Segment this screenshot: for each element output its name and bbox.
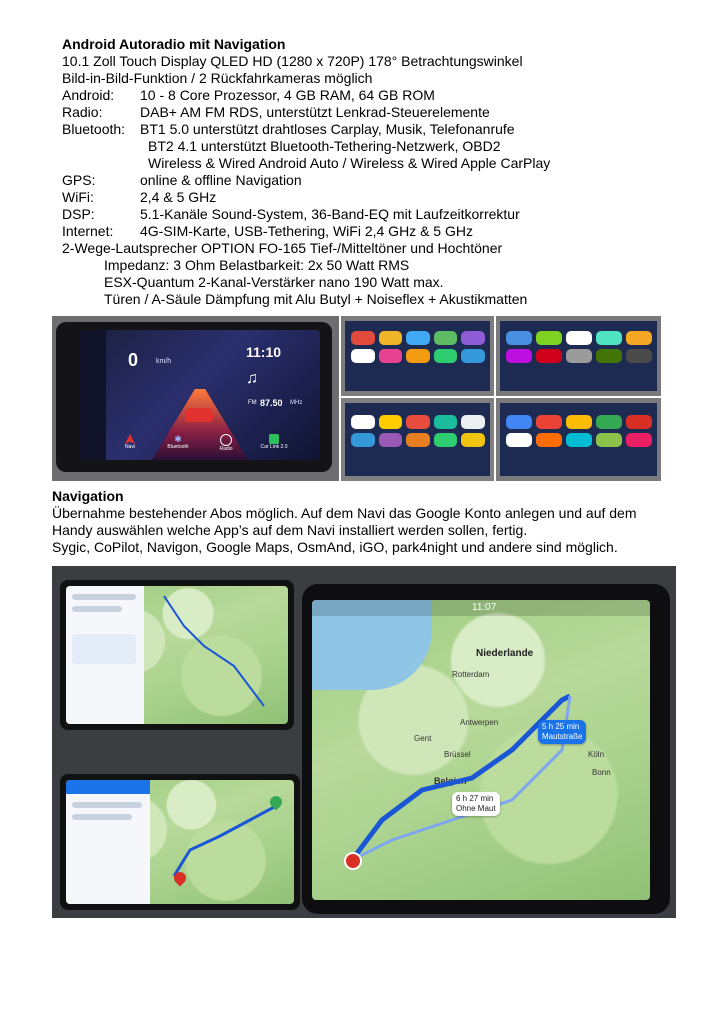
app-icon[interactable] [406, 433, 430, 447]
navigation-line-1: Übernahme bestehender Abos möglich. Auf dem Navi das Google Konto anlegen und auf dem [52, 505, 637, 521]
app-icon[interactable] [596, 433, 622, 447]
spec-label: WiFi: [62, 189, 94, 205]
dock-item-carlink[interactable] [254, 434, 294, 456]
city-label: Antwerpen [460, 718, 499, 727]
app-icon[interactable] [626, 349, 652, 363]
navigation-photo [52, 566, 676, 918]
heading-navigation: Navigation [52, 488, 124, 504]
spec-row-android [62, 87, 702, 104]
app-icon[interactable] [461, 433, 485, 447]
spec-row-internet [62, 223, 702, 240]
app-grid-photo-3 [341, 398, 494, 481]
country-label-belgium: Belgien [434, 776, 467, 786]
app-icon[interactable] [626, 415, 652, 429]
app-icon[interactable] [406, 331, 430, 345]
app-icon[interactable] [351, 331, 375, 345]
app-grid [351, 331, 485, 363]
clock-time: 11:10 [246, 344, 282, 360]
speed-unit: km/h [156, 358, 172, 365]
city-label: Rotterdam [452, 670, 490, 679]
radio-screen [80, 330, 320, 460]
app-grid-screen [500, 321, 657, 391]
city-label: Bonn [592, 768, 611, 777]
app-icon[interactable] [461, 415, 485, 429]
app-icon[interactable] [566, 349, 592, 363]
spec-value: 2,4 & 5 GHz [140, 189, 217, 205]
small-device-1 [60, 580, 294, 730]
app-icon[interactable] [506, 433, 532, 447]
route-time: 5 h 25 min [542, 722, 580, 731]
fm-label: FM [248, 400, 257, 406]
app-icon[interactable] [379, 415, 403, 429]
route-road: Mautstraße [542, 732, 583, 741]
app-icon[interactable] [536, 415, 562, 429]
spec-label: DSP: [62, 206, 95, 222]
app-icon[interactable] [434, 331, 458, 345]
app-icon[interactable] [536, 433, 562, 447]
route-sidepanel [66, 780, 150, 904]
app-icon[interactable] [461, 349, 485, 363]
spec-label: Android: [62, 87, 115, 103]
pip-line: Bild-in-Bild-Funktion / 2 Rückfahrkameras möglich [62, 70, 373, 86]
fm-unit: MHz [290, 400, 303, 406]
panel-line [72, 594, 136, 600]
heading-autoradio: Android Autoradio mit Navigation [62, 36, 286, 52]
route-badge-toll[interactable] [538, 720, 586, 744]
app-icon[interactable] [626, 433, 652, 447]
route-note: Ohne Maut [456, 804, 496, 813]
panel-line [72, 814, 132, 820]
speed-value: 0 [128, 350, 139, 370]
navigation-line-3: Sygic, CoPilot, Navigon, Google Maps, OsmAnd, iGO, park4night und andere sind möglich. [52, 539, 618, 555]
origin-marker-icon [344, 852, 362, 870]
app-icon[interactable] [566, 415, 592, 429]
app-grid [506, 415, 652, 447]
city-label: Köln [588, 750, 605, 759]
spec-value: online & offline Navigation [140, 172, 302, 188]
panel-line [72, 802, 142, 808]
app-icon[interactable] [379, 349, 403, 363]
carplay-line: Wireless & Wired Android Auto / Wireless & Wired Apple CarPlay [148, 155, 551, 171]
spec-label: GPS: [62, 172, 96, 188]
carlink-icon [269, 434, 279, 444]
small-map-1 [66, 586, 288, 724]
radio-dock [110, 434, 315, 456]
app-icon[interactable] [566, 331, 592, 345]
panel-card[interactable] [72, 634, 136, 664]
bt2-line: BT2 4.1 unterstützt Bluetooth-Tethering-Netzwerk, OBD2 [148, 138, 501, 154]
app-icon[interactable] [596, 415, 622, 429]
app-icon[interactable] [351, 349, 375, 363]
app-icon[interactable] [406, 349, 430, 363]
route-panel-header [66, 780, 150, 794]
app-icon[interactable] [434, 433, 458, 447]
google-maps-screen [312, 600, 650, 900]
app-icon[interactable] [434, 349, 458, 363]
impedance-line: Impedanz: 3 Ohm Belastbarkeit: 2x 50 Watt RMS [104, 257, 410, 273]
app-grid [351, 415, 485, 447]
app-icon[interactable] [566, 433, 592, 447]
app-grid-screen [345, 321, 490, 391]
country-label: Niederlande [476, 648, 534, 659]
spec-value: 4G-SIM-Karte, USB-Tethering, WiFi 2,4 GHz & 5 GHz [140, 223, 473, 239]
spec-value: DAB+ AM FM RDS, unterstützt Lenkrad-Steuerelemente [140, 104, 490, 120]
dock-item-navi[interactable] [110, 434, 150, 456]
small-map-route [144, 586, 288, 724]
spec-label: Internet: [62, 223, 114, 239]
spec-row-radio [62, 104, 702, 121]
app-grid-screen [345, 403, 490, 476]
panel-line [72, 606, 122, 612]
spec-value: 5.1-Kanäle Sound-System, 36-Band-EQ mit Laufzeitkorrektur [140, 206, 520, 222]
spec-label: Radio: [62, 104, 103, 120]
main-route [312, 600, 650, 900]
car-icon [185, 408, 213, 422]
app-icon[interactable] [596, 331, 622, 345]
app-icon[interactable] [351, 415, 375, 429]
dock-item-bluetooth[interactable] [158, 434, 198, 456]
radio-side-bar [80, 330, 106, 460]
app-grid-photo-1 [341, 316, 494, 396]
bluetooth-icon: ✱ [174, 434, 182, 444]
radio-icon [220, 434, 232, 446]
dock-label: Bluetooth [167, 444, 189, 450]
small-map-2 [66, 780, 294, 904]
app-icon[interactable] [596, 349, 622, 363]
dock-label: Radio [219, 446, 233, 452]
app-grid-screen [500, 403, 657, 476]
app-icon[interactable] [536, 331, 562, 345]
spec-value: BT1 5.0 unterstützt drahtloses Carplay, Musik, Telefonanrufe [140, 121, 515, 137]
status-time: 11:07 [472, 602, 497, 613]
radio-photo [52, 316, 339, 481]
city-label: Gent [414, 734, 432, 743]
spec-value: 10 - 8 Core Prozessor, 4 GB RAM, 64 GB ROM [140, 87, 435, 103]
damping-line: Türen / A-Säule Dämpfung mit Alu Butyl + Noiseflex + Akustikmatten [104, 291, 528, 307]
dock-label: Navi [124, 444, 135, 450]
spec-label: Bluetooth: [62, 121, 126, 137]
app-icon[interactable] [626, 331, 652, 345]
app-icon[interactable] [379, 433, 403, 447]
small-map-sidepanel [66, 586, 144, 724]
app-grid-photo-2 [496, 316, 661, 396]
app-icon[interactable] [351, 433, 375, 447]
spec-row-wifi [62, 189, 702, 206]
spec-row-bluetooth [62, 121, 702, 138]
small-device-2 [60, 774, 300, 910]
app-icon[interactable] [506, 415, 532, 429]
app-icon[interactable] [506, 349, 532, 363]
navigation-line-2: Handy auswählen welche App’s auf dem Navi installiert werden sollen, fertig. [52, 522, 528, 538]
route-time: 6 h 27 min [456, 794, 494, 803]
dock-item-radio[interactable] [206, 434, 246, 456]
display-line: 10.1 Zoll Touch Display QLED HD (1280 x 720P) 178° Betrachtungswinkel [62, 53, 523, 69]
fm-frequency: 87.50 [260, 398, 283, 408]
route-badge-no-toll[interactable] [452, 792, 500, 816]
app-icon[interactable] [506, 331, 532, 345]
app-icon[interactable] [434, 415, 458, 429]
app-icon[interactable] [406, 415, 430, 429]
large-device [302, 584, 670, 914]
app-icon[interactable] [461, 331, 485, 345]
app-icon[interactable] [379, 331, 403, 345]
app-grid [506, 331, 652, 363]
spec-row-dsp [62, 206, 702, 223]
music-note-icon[interactable]: ♫ [246, 370, 258, 387]
speaker-line: 2-Wege-Lautsprecher OPTION FO-165 Tief-/Mitteltöner und Hochtöner [62, 240, 503, 256]
app-grid-photo-4 [496, 398, 661, 481]
city-label: Brüssel [444, 750, 471, 759]
navi-icon [125, 434, 135, 444]
app-icon[interactable] [536, 349, 562, 363]
amplifier-line: ESX-Quantum 2-Kanal-Verstärker nano 190 Watt max. [104, 274, 444, 290]
spec-row-gps [62, 172, 702, 189]
dock-label: Car Link 2.0 [260, 444, 288, 450]
